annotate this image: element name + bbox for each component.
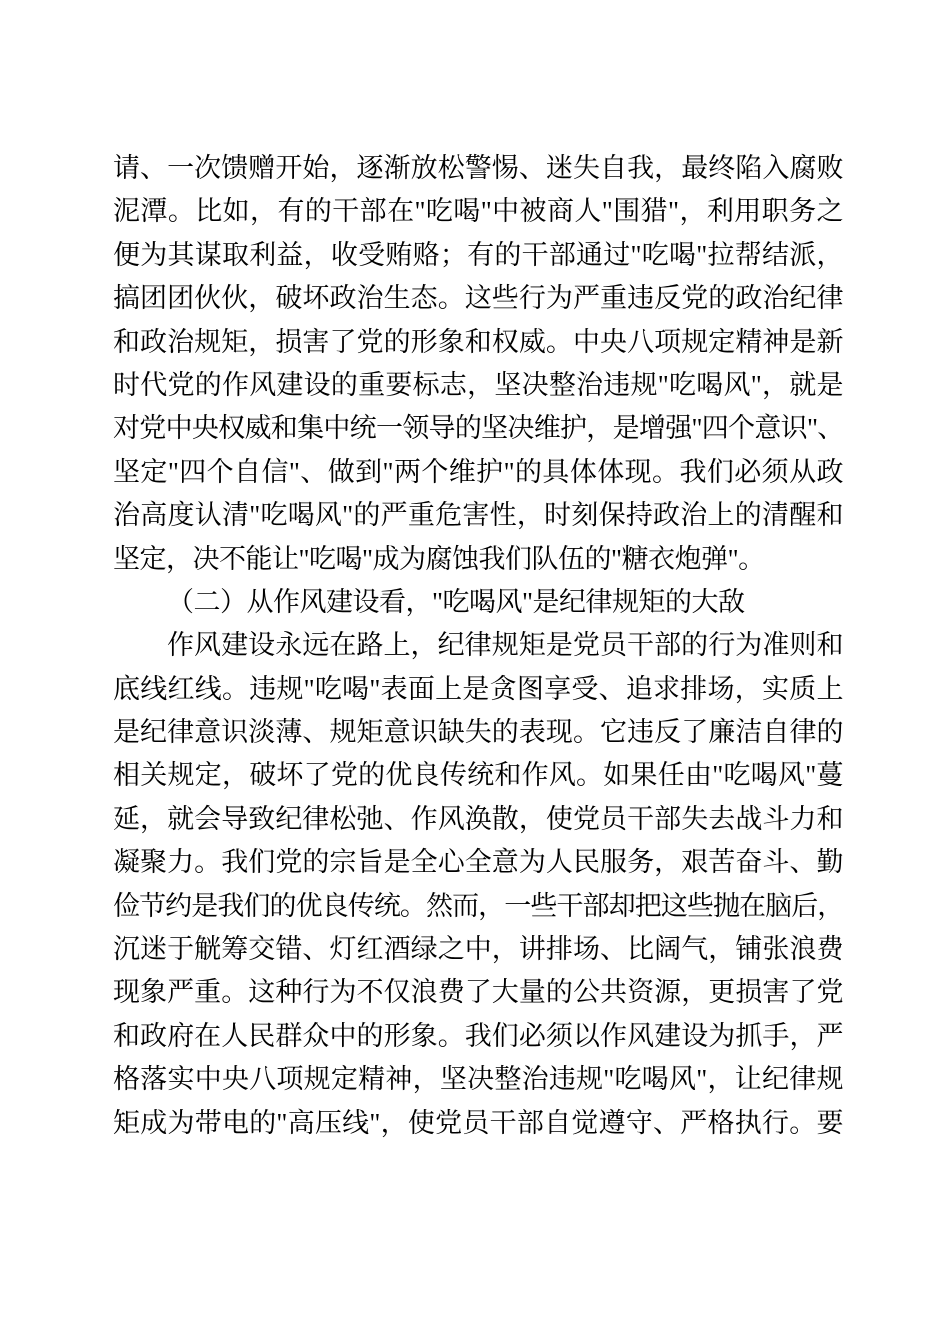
body-line: 治高度认清"吃喝风"的严重危害性，时刻保持政治上的清醒和 [113, 500, 843, 531]
body-line: 相关规定，破坏了党的优良传统和作风。如果任由"吃喝风"蔓 [113, 760, 843, 791]
body-line: 便为其谋取利益，收受贿赂；有的干部通过"吃喝"拉帮结派， [113, 239, 843, 270]
body-line: 格落实中央八项规定精神，坚决整治违规"吃喝风"，让纪律规 [113, 1064, 843, 1095]
body-line: 和政治规矩，损害了党的形象和权威。中央八项规定精神是新 [113, 326, 843, 357]
body-line: 是纪律意识淡薄、规矩意识缺失的表现。它违反了廉洁自律的 [113, 717, 843, 748]
body-line: 时代党的作风建设的重要标志，坚决整治违规"吃喝风"，就是 [113, 369, 843, 400]
body-line: 和政府在人民群众中的形象。我们必须以作风建设为抓手，严 [113, 1020, 843, 1051]
section-heading: （二）从作风建设看，"吃喝风"是纪律规矩的大敌 [167, 586, 745, 617]
body-line: 作风建设永远在路上，纪律规矩是党员干部的行为准则和 [167, 630, 843, 661]
body-line: 矩成为带电的"高压线"，使党员干部自觉遵守、严格执行。要 [113, 1107, 843, 1138]
body-line: 坚定，决不能让"吃喝"成为腐蚀我们队伍的"糖衣炮弹"。 [113, 543, 765, 574]
body-line: 对党中央权威和集中统一领导的坚决维护，是增强"四个意识"、 [113, 413, 843, 444]
body-line: 泥潭。比如，有的干部在"吃喝"中被商人"围猎"，利用职务之 [113, 196, 843, 227]
body-line: 现象严重。这种行为不仅浪费了大量的公共资源，更损害了党 [113, 977, 843, 1008]
body-line: 延，就会导致纪律松弛、作风涣散，使党员干部失去战斗力和 [113, 803, 843, 834]
body-line: 沉迷于觥筹交错、灯红酒绿之中，讲排场、比阔气，铺张浪费 [113, 934, 843, 965]
body-line: 底线红线。违规"吃喝"表面上是贪图享受、追求排场，实质上 [113, 673, 843, 704]
body-line: 搞团团伙伙，破坏政治生态。这些行为严重违反党的政治纪律 [113, 283, 843, 314]
body-line: 坚定"四个自信"、做到"两个维护"的具体体现。我们必须从政 [113, 456, 843, 487]
body-line: 请、一次馈赠开始，逐渐放松警惕、迷失自我，最终陷入腐败 [113, 153, 843, 183]
document-text-block [113, 147, 843, 1145]
body-line: 俭节约是我们的优良传统。然而，一些干部却把这些抛在脑后， [113, 890, 843, 921]
body-line: 凝聚力。我们党的宗旨是全心全意为人民服务，艰苦奋斗、勤 [113, 847, 843, 878]
